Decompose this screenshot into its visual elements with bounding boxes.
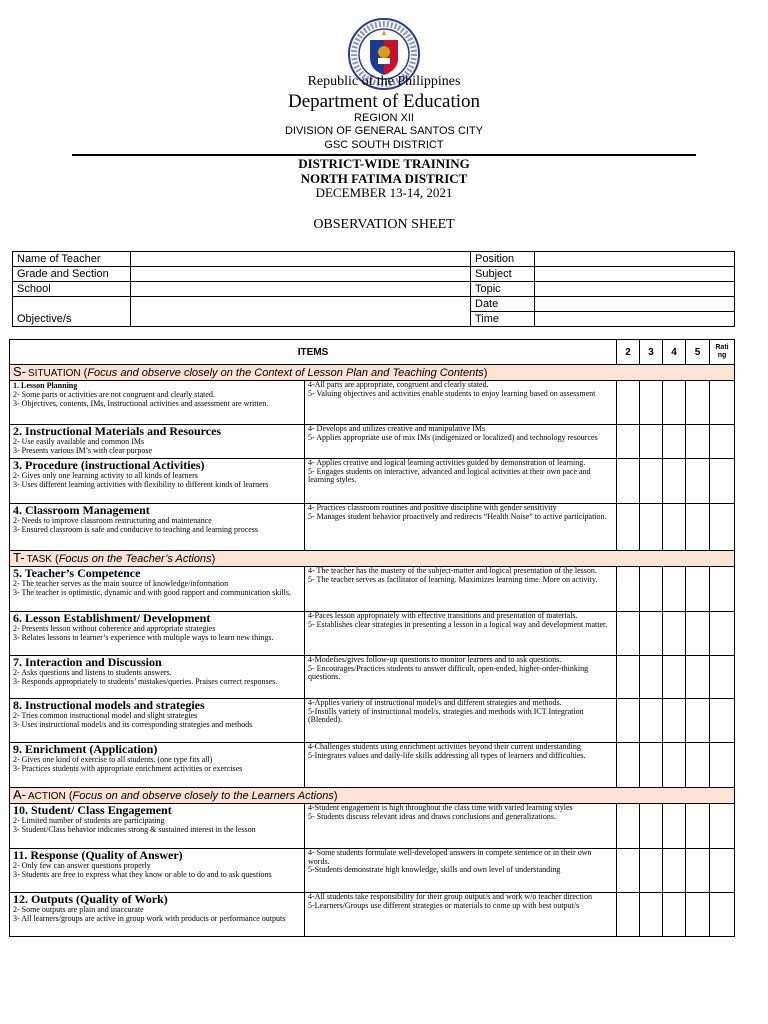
table-row: [10, 459, 735, 504]
score-cell-4[interactable]: [663, 612, 686, 656]
section-action-heading: [10, 788, 735, 804]
region-line: REGION XII: [354, 112, 414, 124]
item-title: 11. Response (Quality of Answer): [13, 848, 183, 862]
criterion-text: 4- Develops and utilizes creative and manipulative IMs: [308, 424, 486, 433]
criterion-text: 3- Responds appropriately to students’ mistakes/queries. Praises correct responses.: [13, 676, 278, 686]
venue-line: NORTH FATIMA DISTRICT: [300, 171, 468, 186]
items-header: ITEMS: [10, 340, 617, 365]
criterion-text: 3- Student/Class behavior indicates strong & sustained interest in the lesson: [13, 824, 256, 834]
district-line: GSC SOUTH DISTRICT: [324, 139, 444, 151]
school-field[interactable]: [131, 282, 471, 297]
item-description: [10, 504, 305, 551]
subject-field[interactable]: [535, 267, 735, 282]
item-title: 8. Instructional models and strategies: [13, 698, 205, 712]
score-cell-5[interactable]: [686, 893, 710, 937]
criterion-text: 3- The teacher is optimistic, dynamic and with good rapport and communication skills.: [13, 587, 292, 597]
score-cell-3[interactable]: [640, 459, 663, 504]
item-description: [10, 699, 305, 743]
score-cell-2[interactable]: [617, 804, 640, 849]
item-title: 6. Lesson Establishment/ Development: [13, 611, 211, 625]
department-title: Department of Education: [287, 91, 481, 112]
item-advanced-criteria: [305, 504, 617, 551]
item-description: [10, 804, 305, 849]
score-cell-2[interactable]: [617, 459, 640, 504]
rating-cell[interactable]: [710, 849, 735, 893]
score-header-3: 3: [640, 340, 663, 365]
subject-label: Subject: [471, 267, 535, 282]
paren-open: (: [80, 367, 88, 379]
criterion-text: 4-Modefies/gives follow-up questions to monitor learners and to ask questions.: [308, 655, 562, 664]
rating-cell[interactable]: [710, 743, 735, 788]
score-cell-3[interactable]: [640, 849, 663, 893]
score-cell-4[interactable]: [663, 459, 686, 504]
rating-cell[interactable]: [710, 656, 735, 699]
name-of-teacher-label: Name of Teacher: [13, 252, 131, 267]
criterion-text: 3- Students are free to express what they know or able to do and to ask questions: [13, 869, 272, 879]
time-label: Time: [471, 312, 535, 327]
score-cell-4[interactable]: [663, 699, 686, 743]
position-field[interactable]: [535, 252, 735, 267]
item-advanced-criteria: [305, 699, 617, 743]
item-title: 10. Student/ Class Engagement: [13, 803, 172, 817]
criterion-text: 2- Only few can answer questions properly: [13, 861, 151, 870]
criterion-text: 5- The teacher serves as facilitator of learning. Maximizes learning time. More on activity.: [308, 574, 598, 584]
item-description: [10, 459, 305, 504]
rating-cell[interactable]: [710, 425, 735, 459]
criterion-text: 3- Relates lessons to learner’s experience with multiple ways to learn new things.: [13, 632, 274, 642]
date-field[interactable]: [535, 297, 735, 312]
score-cell-2[interactable]: [617, 849, 640, 893]
criterion-text: 2- Some outputs are plain and inaccurate: [13, 905, 144, 914]
rating-cell[interactable]: [710, 612, 735, 656]
section-name: ACTION: [28, 791, 66, 802]
criterion-text: 2- Tries common instructional model and slight strategies: [13, 711, 198, 720]
criterion-text: 5- Engages students on interactive, advanced and logical activities at their own pace and learning styles.: [308, 466, 591, 485]
grade-section-label: Grade and Section: [13, 267, 131, 282]
item-advanced-criteria: [305, 381, 617, 425]
score-cell-5[interactable]: [686, 612, 710, 656]
score-cell-4[interactable]: [663, 743, 686, 788]
table-row: [10, 656, 735, 699]
score-cell-4[interactable]: [663, 567, 686, 612]
criterion-text: 2- Limited number of students are participating: [13, 816, 165, 825]
date-label: Date: [471, 297, 535, 312]
section-letter: T-: [13, 550, 25, 565]
item-description: [10, 425, 305, 459]
score-cell-5[interactable]: [686, 656, 710, 699]
criterion-text: 2- Asks questions and listens to students answers.: [13, 668, 172, 677]
criterion-text: 2- Use easily available and common IMs: [13, 437, 145, 446]
item-description: [10, 612, 305, 656]
score-cell-2[interactable]: [617, 893, 640, 937]
criterion-text: 5- Manages student behavior proactively and redirects “Health Noise” to active participation.: [308, 511, 607, 521]
criterion-text: 5-Students demonstrate high knowledge, skills and own level of understanding: [308, 865, 561, 875]
table-row: [10, 425, 735, 459]
criterion-text: 4-Challenges students using enrichment activities beyond their current understanding: [308, 742, 581, 751]
item-title: 3. Procedure (instructional Activities): [13, 458, 205, 472]
rating-header: Rati ng: [710, 340, 735, 365]
section-letter: A-: [13, 787, 26, 802]
item-advanced-criteria: [305, 425, 617, 459]
sheet-title: OBSERVATION SHEET: [313, 217, 455, 232]
score-cell-5[interactable]: [686, 699, 710, 743]
table-row: [10, 743, 735, 788]
item-advanced-criteria: [305, 804, 617, 849]
score-cell-4[interactable]: [663, 849, 686, 893]
score-cell-5[interactable]: [686, 381, 710, 425]
item-advanced-criteria: [305, 567, 617, 612]
score-cell-5[interactable]: [686, 804, 710, 849]
item-advanced-criteria: [305, 656, 617, 699]
time-field[interactable]: [535, 312, 735, 327]
criterion-text: 4- Applies creative and logical learning activities guided by demonstration of learning.: [308, 458, 586, 467]
section-note: Focus on the Teacher’s Actions: [58, 553, 212, 565]
score-cell-2[interactable]: [617, 743, 640, 788]
section-note: Focus and observe closely on the Context of Lesson Plan and Teaching Contents: [87, 367, 484, 379]
item-title: 1. Lesson Planning: [13, 381, 78, 390]
item-description: [10, 743, 305, 788]
item-advanced-criteria: [305, 849, 617, 893]
dates-line: DECEMBER 13-14, 2021: [315, 185, 453, 200]
table-row: [10, 504, 735, 551]
topic-label: Topic: [471, 282, 535, 297]
criterion-text: 5-Instills variety of instructional model/s, strategies and methods with ICT Integration (Blended).: [308, 706, 584, 725]
score-cell-4[interactable]: [663, 804, 686, 849]
rating-cell[interactable]: [710, 459, 735, 504]
score-cell-3[interactable]: [640, 567, 663, 612]
score-header-2: 2: [617, 340, 640, 365]
score-cell-4[interactable]: [663, 893, 686, 937]
score-cell-4[interactable]: [663, 504, 686, 551]
score-cell-4[interactable]: [663, 656, 686, 699]
rating-cell[interactable]: [710, 893, 735, 937]
criterion-text: 4- The teacher has the mastery of the subject-matter and logical presentation of the lesson.: [308, 566, 597, 575]
score-cell-4[interactable]: [663, 381, 686, 425]
criterion-text: 4-All students take responsibility for their group output/s and work w/o teacher direction: [308, 892, 592, 901]
criterion-text: 5- Valuing objectives and activities enable students to enjoy learning based on assessment: [308, 388, 596, 398]
rating-cell[interactable]: [710, 804, 735, 849]
score-cell-3[interactable]: [640, 612, 663, 656]
criterion-text: 3- Ensured classroom is safe and conducive to teaching and learning process: [13, 524, 259, 534]
paren-open: (: [51, 553, 59, 565]
item-description: [10, 849, 305, 893]
criterion-text: 4- Practices classroom routines and positive discipline with gender sensitivity: [308, 503, 557, 512]
grade-section-field[interactable]: [131, 267, 471, 282]
section-situation-heading: [10, 365, 735, 381]
score-cell-5[interactable]: [686, 459, 710, 504]
criterion-text: 2- Some parts or activities are not congruent and clearly stated.: [13, 390, 215, 399]
criterion-text: 3- Uses different learning activities with flexibility to different kinds of learners: [13, 479, 269, 489]
item-description: [10, 381, 305, 425]
item-description: [10, 567, 305, 612]
section-letter: S-: [13, 364, 26, 379]
paren-close: ): [483, 367, 488, 379]
item-advanced-criteria: [305, 459, 617, 504]
criterion-text: 5-Integrates values and daily-life skills addressing all types of learners and difficulties.: [308, 750, 586, 760]
criterion-text: 5- Applies appropriate use of mix IMs (indigenized or localized) and technology resources: [308, 432, 598, 442]
section-note: Focus on and observe closely to the Learners Actions: [72, 790, 334, 802]
item-title: 9. Enrichment (Application): [13, 742, 158, 756]
score-cell-5[interactable]: [686, 425, 710, 459]
item-title: 7. Interaction and Discussion: [13, 655, 162, 669]
score-cell-4[interactable]: [663, 425, 686, 459]
criterion-text: 3- All learners/groups are active in group work with products or performance outputs: [13, 913, 286, 923]
score-cell-3[interactable]: [640, 656, 663, 699]
criterion-text: 5-Learners/Groups use different strategies or materials to come up with best output/s: [308, 900, 580, 910]
item-description: [10, 656, 305, 699]
score-cell-2[interactable]: [617, 504, 640, 551]
criterion-text: 5- Encourages/Practices students to answer difficult, open-ended, higher-order-thinking questions.: [308, 663, 589, 682]
criterion-text: 2- The teacher serves as the main source of knowledge/information: [13, 579, 229, 588]
criterion-text: 4- Some students formulate well-developed answers in compete sentence or in their own words.: [308, 848, 592, 866]
score-cell-3[interactable]: [640, 699, 663, 743]
observation-items-table: [9, 339, 735, 937]
objectives-label: Objective/s: [13, 297, 131, 327]
paren-close: ): [211, 553, 216, 565]
criterion-text: 2- Gives only one learning activity to all kinds of learners: [13, 471, 198, 480]
criterion-text: 3- Presents various IM’s with clear purpose: [13, 445, 153, 455]
teacher-info-table: [12, 251, 735, 327]
score-cell-3[interactable]: [640, 381, 663, 425]
score-cell-2[interactable]: [617, 699, 640, 743]
objectives-field[interactable]: [131, 297, 471, 327]
criterion-text: 3- Practices students with appropriate enrichment activities or exercises: [13, 763, 243, 773]
score-cell-3[interactable]: [640, 504, 663, 551]
score-header-5: 5: [686, 340, 710, 365]
republic-line: Republic of the Philippines: [307, 74, 461, 89]
rating-cell[interactable]: [710, 504, 735, 551]
item-title: 2. Instructional Materials and Resources: [13, 424, 222, 438]
score-cell-2[interactable]: [617, 612, 640, 656]
section-situation: [10, 365, 735, 381]
criterion-text: 4-Applies variety of instructional model/s and different strategies and methods.: [308, 698, 562, 707]
criterion-text: 2- Needs to improve classroom restructuring and maintenance: [13, 516, 212, 525]
item-advanced-criteria: [305, 612, 617, 656]
section-name: SITUATION: [28, 368, 81, 379]
table-row: [10, 381, 735, 425]
criterion-text: 3- Objectives, contents, IMs, Instructional activities and assessment are written.: [13, 398, 269, 408]
criterion-text: 3- Uses instructional model/s and its corresponding strategies and methods: [13, 719, 253, 729]
section-name: TASK: [26, 554, 52, 565]
school-label: School: [13, 282, 131, 297]
rating-cell[interactable]: [710, 381, 735, 425]
item-advanced-criteria: [305, 743, 617, 788]
score-cell-2[interactable]: [617, 567, 640, 612]
item-advanced-criteria: [305, 893, 617, 937]
rating-cell[interactable]: [710, 567, 735, 612]
score-cell-5[interactable]: [686, 849, 710, 893]
rating-cell[interactable]: [710, 699, 735, 743]
score-cell-5[interactable]: [686, 504, 710, 551]
score-cell-3[interactable]: [640, 425, 663, 459]
table-row: [10, 699, 735, 743]
criterion-text: 4-Paces lesson appropriately with effective transitions and presentation of materials.: [308, 611, 578, 620]
item-title: 4. Classroom Management: [13, 503, 150, 517]
criterion-text: 2- Gives one kind of exercise to all students. (one type fits all): [13, 755, 213, 764]
criterion-text: 2- Presents lesson without coherence and appropriate strategies: [13, 624, 216, 633]
item-description: [10, 893, 305, 937]
criterion-text: 5- Establishes clear strategies in presenting a lesson in a logical way and development matter.: [308, 619, 608, 629]
training-line: DISTRICT-WIDE TRAINING: [298, 156, 470, 171]
paren-close: ): [333, 790, 338, 802]
section-task-heading: [10, 551, 735, 567]
score-cell-2[interactable]: [617, 656, 640, 699]
score-cell-3[interactable]: [640, 804, 663, 849]
name-of-teacher-field[interactable]: [131, 252, 471, 267]
item-title: 5. Teacher’s Competence: [13, 566, 141, 580]
score-cell-3[interactable]: [640, 743, 663, 788]
paren-open: (: [65, 790, 73, 802]
topic-field[interactable]: [535, 282, 735, 297]
table-row: [10, 804, 735, 849]
criterion-text: 5- Students discuss relevant ideas and draws conclusions and generalizations.: [308, 811, 556, 821]
table-row: [10, 612, 735, 656]
score-cell-2[interactable]: [617, 381, 640, 425]
table-row: [10, 893, 735, 937]
section-action: [10, 788, 735, 804]
item-title: 12. Outputs (Quality of Work): [13, 892, 168, 906]
criterion-text: 4-All parts are appropriate, congruent and clearly stated.: [308, 380, 489, 389]
section-task: [10, 551, 735, 567]
score-cell-5[interactable]: [686, 567, 710, 612]
score-cell-3[interactable]: [640, 893, 663, 937]
criterion-text: 4-Student engagement is high throughout the class time with varied learning styles: [308, 803, 573, 812]
table-row: [10, 567, 735, 612]
division-line: DIVISION OF GENERAL SANTOS CITY: [284, 125, 484, 137]
score-cell-5[interactable]: [686, 743, 710, 788]
score-cell-2[interactable]: [617, 425, 640, 459]
score-header-4: 4: [663, 340, 686, 365]
table-row: [10, 849, 735, 893]
position-label: Position: [471, 252, 535, 267]
